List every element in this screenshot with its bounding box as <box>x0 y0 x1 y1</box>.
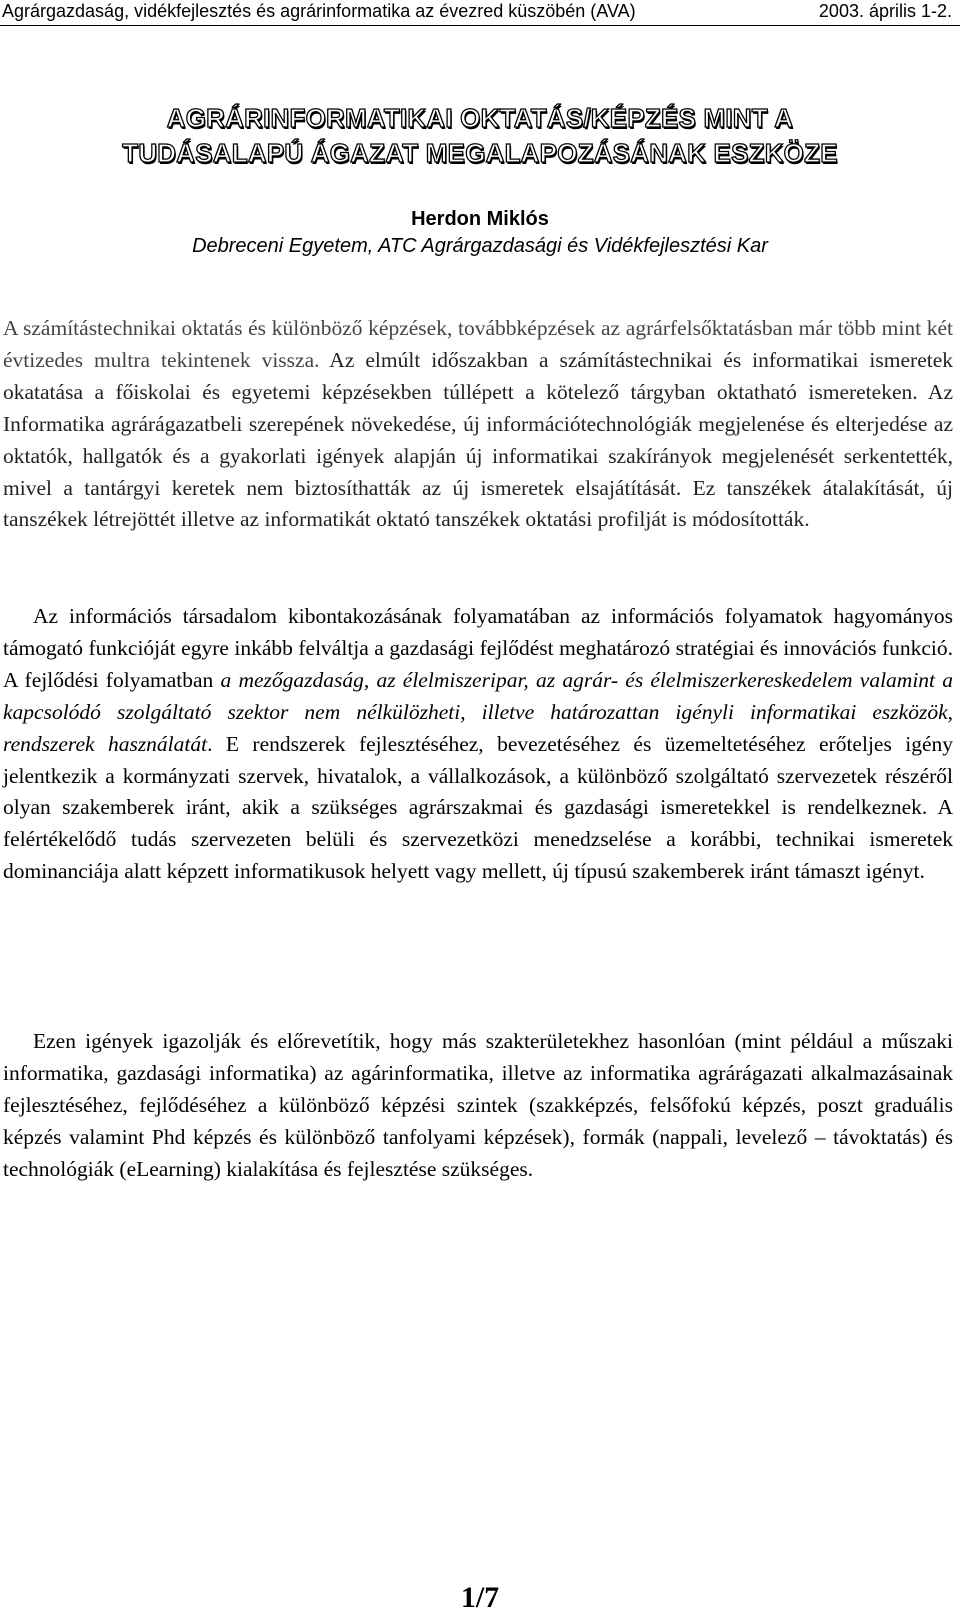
abstract-paragraph <box>3 313 953 536</box>
header-date: 2003. április 1-2. <box>818 1 952 21</box>
paragraph-2-text-a: Az információs társadalom kibontakozásának folyamatában az információs folyamatok hagyományos támogató funkcióját egyre inkább felváltja a gazdasági fejlődést meghatározó stratégiai és innovációs funkció. A fejlődési folyamatban <box>3 604 953 692</box>
paper-title <box>0 101 960 171</box>
page-number: 1/7 <box>460 1581 500 1614</box>
abstract-lead-sentence: A számítástechnikai oktatás és különböző képzések, továbbképzések az agrárfelsőktatásban már több mint két évtizedes multra tekintenek vissza. <box>3 316 953 372</box>
paper-title-line-1: AGRÁRINFORMATIKAI OKTATÁS/KÉPZÉS MINT A <box>166 103 794 133</box>
header-conference-name: Agrárgazdaság, vidékfejlesztés és agrárinformatika az évezred küszöbén (AVA) <box>2 1 636 21</box>
header-divider <box>0 25 960 26</box>
author-affiliation: Debreceni Egyetem, ATC Agrárgazdasági és Vidékfejlesztési Kar <box>192 235 768 257</box>
paragraph-2-italic-text: a mezőgazdaság, az élelmiszeripar, az agrár- és élelmiszerkereskedelem valamint a kapcsolódó szolgáltató szektor nem nélkülözheti, illetve határozattan igényli informatikai eszközök, rendszerek használatát <box>3 667 953 756</box>
paper-title-line-2: TUDÁSALAPÚ ÁGAZAT MEGALAPOZÁSÁNAK ESZKÖZE <box>122 138 838 168</box>
running-header <box>0 0 960 25</box>
body-paragraph-3: Ezen igények igazolják és előrevetítik, hogy más szakterületekhez hasonlóan (mint például a műszaki informatika, gazdasági informatika) az agárinformatika, illetve az informatika agrárágazati alkalmazásainak fejlesztéséhez, fejlődéséhez a különböző képzési szintek (szakképzés, felsőfokú képzés, poszt graduális képzés valamint Phd képzés és különböző tanfolyami képzések), formák (nappali, levelező – távoktatás) és technológiák (eLearning) kialakítása és fejlesztése szükséges. <box>3 1029 953 1181</box>
author-name: Herdon Miklós <box>411 208 549 230</box>
paragraph-2-text-b: . E rendszerek fejlesztéséhez, bevezetéséhez és üzemeltetéséhez erőteljes igény jelentkezik a kormányzati szervek, hivatalok, a vállalkozások, a különböző szolgáltató szervezetek részéről olyan szakemberek iránt, akik a szükséges agrárszakmai és gazdasági ismeretekkel is rendelkeznek. A felértékelődő tudás szervezeten belüli és szervezetközi menedzselése a korábbi, technikai ismeretek dominanciája alatt képzett informatikusok helyett vagy mellett, új típusú szakemberek iránt támaszt igényt. <box>3 731 953 884</box>
abstract-body: Az elmúlt időszakban a számítástechnikai és informatikai ismeretek okatatása a főiskolai és egyetemi képzésekben túllépett a kötelező tárgyban oktatható ismereteken. Az Informatika agrárágazatbeli szerepének növekedése, új információtechnológiák megjelenése és elterjedése az oktatók, hallgatók és a gyakorlati igények alapján új informatikai szakírányok megjelenését serkentették, mivel a tantárgyi keretek nem biztosíthatták az új ismeretek elsajátítását. Ez tanszékek átalakítását, új tanszékek létrejöttét illetve az informatikát oktató tanszékek oktatási profilját is módosították. <box>3 347 954 532</box>
body-paragraph-2 <box>3 601 953 888</box>
